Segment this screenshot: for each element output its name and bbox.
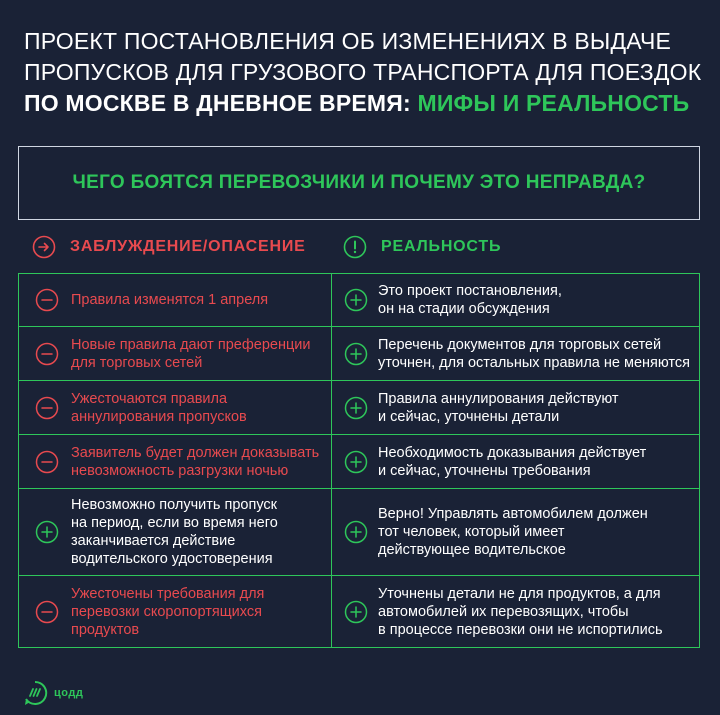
minus-circle-icon <box>35 396 59 420</box>
question-box <box>18 146 700 220</box>
title-line-3-bold: ПО МОСКВЕ В ДНЕВНОЕ ВРЕМЯ: <box>24 90 411 116</box>
plus-circle-icon <box>344 288 368 312</box>
logo <box>22 680 83 706</box>
exclamation-circle-icon <box>343 235 367 259</box>
column-label-reality: РЕАЛЬНОСТЬ <box>381 238 502 255</box>
reality-cell <box>332 327 699 380</box>
reality-cell <box>332 381 699 434</box>
myth-cell <box>19 489 331 575</box>
myth-reality-table <box>18 273 700 648</box>
plus-circle-icon <box>344 342 368 366</box>
myth-text: Невозможно получить пропуск на период, если во время него заканчивается действие водительского удостоверения <box>71 497 278 567</box>
table-row <box>19 274 699 326</box>
column-header-myth <box>32 232 306 262</box>
title-line-3 <box>24 88 704 119</box>
table-row <box>19 327 699 380</box>
title-line-1: ПРОЕКТ ПОСТАНОВЛЕНИЯ ОБ ИЗМЕНЕНИЯХ В ВЫДАЧЕ <box>24 28 672 54</box>
column-header-reality <box>343 232 501 262</box>
title-line-3-highlight: МИФЫ И РЕАЛЬНОСТЬ <box>417 90 690 116</box>
reality-cell <box>332 435 699 488</box>
plus-circle-icon <box>344 520 368 544</box>
myth-text: Заявитель будет должен доказывать невозможность разгрузки ночью <box>71 444 320 479</box>
question-text: ЧЕГО БОЯТСЯ ПЕРЕВОЗЧИКИ И ПОЧЕМУ ЭТО НЕПРАВДА? <box>72 172 646 193</box>
myth-text: Правила изменятся 1 апреля <box>71 292 269 308</box>
plus-circle-icon <box>344 450 368 474</box>
myth-cell <box>19 576 331 647</box>
myth-text: Ужесточаются правила аннулирования пропусков <box>71 390 247 425</box>
plus-circle-icon <box>35 520 59 544</box>
reality-text: Правила аннулирования действуют и сейчас, уточнены детали <box>378 390 619 425</box>
column-label-myth: ЗАБЛУЖДЕНИЕ/ОПАСЕНИЕ <box>70 238 306 255</box>
myth-cell <box>19 274 331 326</box>
table-row <box>19 576 699 647</box>
myth-cell <box>19 327 331 380</box>
minus-circle-icon <box>35 342 59 366</box>
reality-cell <box>332 489 699 575</box>
reality-cell <box>332 576 699 647</box>
table-row <box>19 489 699 575</box>
title-line-2: ПРОПУСКОВ ДЛЯ ГРУЗОВОГО ТРАНСПОРТА ДЛЯ ПОЕЗДОК <box>24 59 702 85</box>
arrow-right-circle-icon <box>32 235 56 259</box>
myth-cell <box>19 435 331 488</box>
minus-circle-icon <box>35 288 59 312</box>
myth-text: Новые правила дают преференции для торговых сетей <box>71 336 311 371</box>
reality-text: Необходимость доказывания действует и сейчас, уточнены требования <box>378 444 647 479</box>
page-title <box>24 26 704 119</box>
table-row <box>19 435 699 488</box>
plus-circle-icon <box>344 600 368 624</box>
reality-text: Верно! Управлять автомобилем должен тот человек, который имеет действующее водительское <box>378 506 648 558</box>
plus-circle-icon <box>344 396 368 420</box>
myth-text: Ужесточены требования для перевозки скоропортящихся продуктов <box>71 585 265 638</box>
minus-circle-icon <box>35 600 59 624</box>
myth-cell <box>19 381 331 434</box>
reality-text: Перечень документов для торговых сетей уточнен, для остальных правила не меняются <box>378 336 691 371</box>
reality-text: Это проект постановления, он на стадии обсуждения <box>378 283 562 317</box>
cod-logo-icon <box>22 680 48 706</box>
minus-circle-icon <box>35 450 59 474</box>
reality-cell <box>332 274 699 326</box>
logo-text: цодд <box>54 687 84 699</box>
table-row <box>19 381 699 434</box>
reality-text: Уточнены детали не для продуктов, а для автомобилей их перевозящих, чтобы в процессе перевозки они не испортились <box>378 585 663 638</box>
